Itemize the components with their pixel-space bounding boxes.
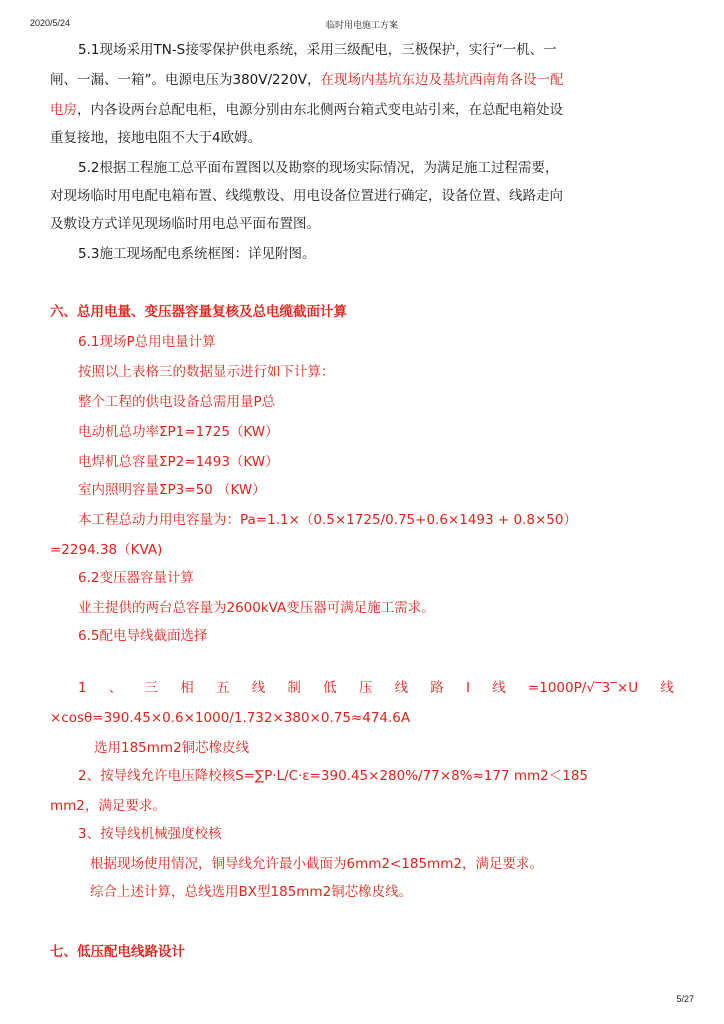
subheading-6-5: 6.5配电导线截面选择 [78, 628, 208, 644]
heading-section-6: 六、总用电量、变压器容量复核及总电缆截面计算 [50, 304, 347, 320]
para-5-1-line-4: 重复接地，接地电阻不大于4欧姆。 [50, 130, 262, 146]
text-6-5-item-3-detail: 根据现场使用情况，铜导线允许最小截面为6mm2<185mm2，满足要求。 [90, 856, 543, 872]
para-5-1-line-2-b-highlight: 在现场内基坑东边及基坑西南角各设一配 [320, 72, 564, 88]
item-1-char: =1000P/√‾3‾×U [527, 680, 639, 696]
item-1-char: 压 [358, 680, 373, 696]
para-5-1-line-1: 5.1现场采用TN-S接零保护供电系统，采用三级配电，三极保护，实行“一机、一 [78, 42, 557, 58]
item-1-char: 、 [108, 680, 123, 696]
item-1-char: 五 [215, 680, 230, 696]
text-6-1-pa-line-1: 本工程总动力用电容量为：Pa=1.1×（0.5×1725/0.75+0.6×1493 + 0.8×50） [78, 512, 577, 528]
para-5-1-line-2 [50, 70, 564, 90]
header-date: 2020/5/24 [30, 18, 71, 28]
text-6-1-p2: 电焊机总容量ΣP2=1493（KW） [78, 454, 279, 470]
text-6-5-summary: 综合上述计算，总线选用BX型185mm2铜芯橡皮线。 [90, 884, 413, 900]
para-5-3: 5.3施工现场配电系统框图：详见附图。 [78, 246, 316, 262]
para-5-2-line-2: 对现场临时用电配电箱布置、线缆敷设、用电设备位置进行确定，设备位置、线路走向 [50, 188, 563, 204]
text-6-1-p1: 电动机总功率ΣP1=1725（KW） [78, 424, 279, 440]
subheading-6-1: 6.1现场P总用电量计算 [78, 334, 216, 350]
item-1-char: 线 [251, 680, 266, 696]
text-6-2: 业主提供的两台总容量为2600kVA变压器可满足施工需求。 [78, 600, 435, 616]
item-1-char: 线 [492, 680, 506, 696]
item-1-char: 路 [430, 680, 444, 696]
text-6-1-p3: 室内照明容量ΣP3=50 （KW） [78, 482, 266, 498]
para-5-1-line-3 [50, 100, 563, 120]
text-6-5-item-1-line-1 [50, 678, 674, 698]
text-6-5-item-1-line-2: ×cosθ=390.45×0.6×1000/1.732×380×0.75≈474.6A [50, 710, 411, 726]
para-5-1-line-3-b: ，内各设两台总配电柜，电源分别由东北侧两台箱式变电站引来，在总配电箱处设 [77, 102, 563, 118]
item-1-char: 相 [180, 680, 194, 696]
subheading-6-2: 6.2变压器容量计算 [78, 570, 194, 586]
item-1-char: 三 [144, 680, 159, 696]
item-1-char: I [466, 680, 470, 696]
item-1-char: 制 [287, 680, 301, 696]
header-title: 临时用电施工方案 [325, 21, 398, 31]
text-6-1-pa-line-2: =2294.38（KVA) [50, 542, 163, 558]
para-5-2-line-1: 5.2根据工程施工总平面布置图以及勘察的现场实际情况，为满足施工过程需要， [78, 160, 559, 176]
item-1-char: 线 [660, 680, 674, 696]
text-6-5-item-3: 3、按导线机械强度校核 [78, 826, 222, 842]
heading-section-7: 七、低压配电线路设计 [50, 944, 185, 960]
para-5-2-line-3: 及敷设方式详见现场临时用电总平面布置图。 [50, 216, 320, 232]
text-6-5-item-2-line-1: 2、按导线允许电压降校核S=∑P·L/C·ε=390.45×280%/77×8%≈177 mm2＜185 [78, 768, 589, 784]
page-number: 5/27 [676, 994, 694, 1004]
item-1-char: 线 [394, 680, 409, 696]
text-6-5-item-2-line-2: mm2，满足要求。 [50, 798, 166, 814]
text-6-5-item-1-line-3: 选用185mm2铜芯橡皮线 [94, 740, 250, 756]
para-5-1-line-3-a-highlight: 电房 [50, 102, 77, 118]
para-5-1-line-2-a: 闸、一漏、一箱”。电源电压为380V/220V， [50, 72, 321, 88]
text-6-1-intro: 按照以上表格三的数据显示进行如下计算： [78, 364, 335, 380]
text-6-1-total: 整个工程的供电设备总需用量P总 [78, 394, 276, 410]
item-1-char: 1 [78, 680, 87, 696]
item-1-char: 低 [323, 680, 337, 696]
